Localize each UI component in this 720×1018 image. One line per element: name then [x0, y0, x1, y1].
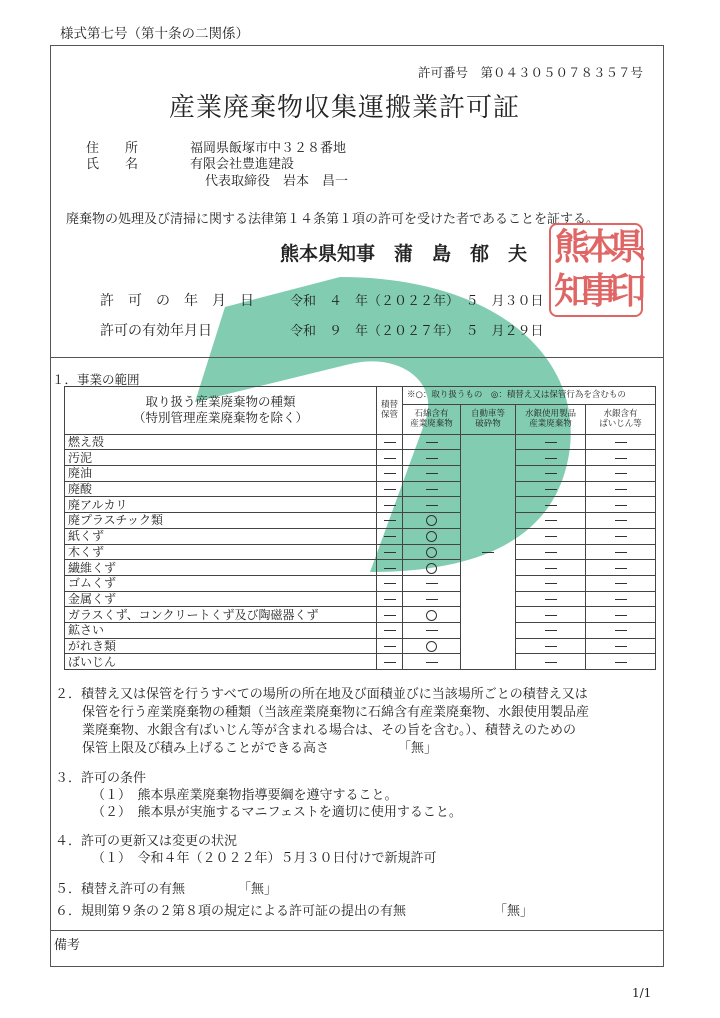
seal-char: 印: [610, 270, 647, 312]
section2-line4: 保管上限及び積み上げることができる高さ: [82, 741, 330, 756]
mercury-dust-cell: [586, 434, 656, 450]
seal-char: 本: [582, 226, 619, 268]
waste-type-name: 汚泥: [65, 450, 377, 466]
mercury-dust-cell: [586, 622, 656, 638]
seal-char: 事: [582, 270, 619, 312]
mercury-product-cell: [516, 575, 586, 591]
storage-cell: [377, 481, 403, 497]
dash-mark-icon: [426, 505, 438, 506]
asbestos-cell: [403, 607, 461, 623]
dash-mark-icon: [545, 583, 557, 584]
dash-mark-icon: [545, 536, 557, 537]
dash-mark-icon: [426, 662, 438, 663]
section3-item1: （１） 熊本県産業廃棄物指導要綱を遵守すること。: [92, 788, 398, 803]
dash-mark-icon: [426, 473, 438, 474]
storage-cell: [377, 544, 403, 560]
dash-mark-icon: [426, 583, 438, 584]
section6-label: ６．規則第９条の２第８項の規定による許可証の提出の有無: [55, 904, 407, 919]
waste-type-name: 廃酸: [65, 481, 377, 497]
waste-type-name: ばいじん: [65, 654, 377, 670]
section2-line3: 業廃棄物、水銀含有ばいじん等が含まれる場合は、その旨を含む。）、積替えのための: [82, 723, 577, 738]
dash-mark-icon: [615, 630, 627, 631]
permit-number: 許可番号 第０４３０５０７８３５７号: [418, 65, 644, 80]
table-row: [65, 450, 656, 466]
dash-mark-icon: [384, 662, 396, 663]
section4-heading: ４．許可の更新又は変更の状況: [55, 834, 238, 849]
waste-type-name: 繊維くず: [65, 560, 377, 576]
dash-mark-icon: [615, 662, 627, 663]
dash-mark-icon: [545, 646, 557, 647]
section3-item2: （２） 熊本県が実施するマニフェストを適切に使用すること。: [92, 805, 462, 820]
section4-item1: （１） 令和４年（２０２２年）５月３０日付けで新規許可: [92, 851, 437, 866]
dash-mark-icon: [426, 489, 438, 490]
storage-cell: [377, 591, 403, 607]
permit-date-label: 許 可 の 年 月 日: [100, 293, 254, 309]
circle-mark-icon: [426, 641, 437, 652]
waste-type-name: 紙くず: [65, 528, 377, 544]
mercury-dust-cell: [586, 638, 656, 654]
asbestos-cell: [403, 481, 461, 497]
mercury-product-cell: [516, 622, 586, 638]
dash-mark-icon: [384, 505, 396, 506]
table-row: [65, 466, 656, 482]
dash-mark-icon: [545, 458, 557, 459]
waste-rows: [65, 434, 656, 669]
circle-mark-icon: [426, 610, 437, 621]
dash-mark-icon: [545, 568, 557, 569]
storage-cell: [377, 497, 403, 513]
remarks-divider: [50, 930, 664, 931]
col-header-type-sub: （特別管理産業廃棄物を除く）: [132, 410, 308, 426]
table-row: [65, 591, 656, 607]
waste-type-name: 燃え殻: [65, 434, 377, 450]
circle-mark-icon: [426, 547, 437, 558]
official-seal: [549, 223, 647, 317]
mercury-dust-cell: [586, 528, 656, 544]
table-row: [65, 622, 656, 638]
dash-mark-icon: [615, 489, 627, 490]
sub-col-text: 産業廃棄物: [529, 419, 572, 430]
asbestos-cell: [403, 622, 461, 638]
storage-cell: [377, 466, 403, 482]
asbestos-cell: [403, 544, 461, 560]
dash-mark-icon: [384, 583, 396, 584]
sub-col-text: 破砕物: [475, 419, 501, 430]
address-value: 福岡県飯塚市中３２８番地: [190, 141, 347, 156]
dash-mark-icon: [545, 615, 557, 616]
storage-cell: [377, 434, 403, 450]
mercury-product-cell: [516, 497, 586, 513]
representative: 代表取締役 岩本 昌一: [205, 174, 349, 189]
waste-type-table: [64, 386, 656, 670]
dash-mark-icon: [384, 442, 396, 443]
storage-cell: [377, 528, 403, 544]
mercury-product-cell: [516, 638, 586, 654]
sub-col-text: ばいじん等: [599, 419, 642, 430]
mercury-product-cell: [516, 544, 586, 560]
seal-char: 知: [554, 270, 591, 312]
dash-mark-icon: [384, 630, 396, 631]
dash-mark-icon: [384, 646, 396, 647]
dash-mark-icon: [615, 583, 627, 584]
col-header-type-main: 取り扱う産業廃棄物の種類: [145, 394, 296, 410]
dash-mark-icon: [545, 662, 557, 663]
dash-mark-icon: [426, 599, 438, 600]
mercury-product-cell: [516, 466, 586, 482]
asbestos-cell: [403, 434, 461, 450]
waste-type-name: ゴムくず: [65, 575, 377, 591]
scope-heading: １．事業の範囲: [52, 372, 140, 387]
col-header-mercury-dust: [586, 404, 656, 434]
col-header-storage: [377, 387, 403, 435]
table-row: [65, 481, 656, 497]
asbestos-cell: [403, 513, 461, 529]
dash-mark-icon: [545, 489, 557, 490]
form-number: 様式第七号（第十条の二関係）: [60, 26, 249, 42]
mercury-product-cell: [516, 481, 586, 497]
asbestos-cell: [403, 591, 461, 607]
seal-char: 県: [610, 226, 647, 268]
section5-value: 「無」: [238, 882, 278, 897]
storage-cell: [377, 450, 403, 466]
asbestos-cell: [403, 497, 461, 513]
name-label: 氏 名: [86, 157, 139, 172]
dash-mark-icon: [426, 458, 438, 459]
mercury-product-cell: [516, 654, 586, 670]
dash-mark-icon: [384, 536, 396, 537]
dash-mark-icon: [545, 552, 557, 553]
circle-mark-icon: [426, 563, 437, 574]
dash-mark-icon: [615, 599, 627, 600]
dash-mark-icon: [545, 630, 557, 631]
dash-mark-icon: [615, 615, 627, 616]
table-row: [65, 638, 656, 654]
legend: ※○：取り扱うもの ◎：積替え又は保管行為を含むもの: [403, 387, 656, 405]
dash-mark-icon: [615, 458, 627, 459]
table-row: [65, 497, 656, 513]
dash-mark-icon: [615, 536, 627, 537]
valid-until-label: 許可の有効年月日: [100, 323, 212, 339]
col-header-storage-2: 保管: [380, 410, 398, 421]
col-header-asbestos: [403, 404, 461, 434]
name-value: 有限会社豊進建設: [190, 157, 295, 172]
col-header-storage-1: 積替: [380, 400, 398, 411]
mercury-dust-cell: [586, 481, 656, 497]
mercury-product-cell: [516, 434, 586, 450]
dash-mark-icon: [615, 552, 627, 553]
mercury-product-cell: [516, 528, 586, 544]
mercury-product-cell: [516, 450, 586, 466]
seal-char: 熊: [554, 226, 591, 268]
mercury-product-cell: [516, 513, 586, 529]
mercury-dust-cell: [586, 654, 656, 670]
asbestos-cell: [403, 528, 461, 544]
sub-col-text: 産業廃棄物: [410, 419, 453, 430]
storage-cell: [377, 622, 403, 638]
mercury-dust-cell: [586, 497, 656, 513]
auto-crush-cell: [461, 434, 516, 669]
dash-mark-icon: [384, 615, 396, 616]
mercury-dust-cell: [586, 575, 656, 591]
storage-cell: [377, 654, 403, 670]
asbestos-cell: [403, 466, 461, 482]
sub-col-text: 水銀使用製品: [524, 409, 576, 420]
dash-mark-icon: [545, 520, 557, 521]
dash-mark-icon: [384, 458, 396, 459]
dash-mark-icon: [384, 520, 396, 521]
col-header-auto-crush: [461, 404, 516, 434]
waste-type-name: 金属くず: [65, 591, 377, 607]
circle-mark-icon: [426, 531, 437, 542]
valid-until-value: 令和 ９ 年（２０２７年） ５ 月２９日: [290, 324, 544, 339]
table-row: [65, 560, 656, 576]
dash-mark-icon: [545, 442, 557, 443]
mercury-dust-cell: [586, 450, 656, 466]
waste-type-name: ガラスくず、コンクリートくず及び陶磁器くず: [65, 607, 377, 623]
mercury-product-cell: [516, 591, 586, 607]
table-row: [65, 607, 656, 623]
sub-col-text: 石綿含有: [414, 409, 449, 420]
dash-mark-icon: [384, 568, 396, 569]
asbestos-cell: [403, 638, 461, 654]
mercury-product-cell: [516, 560, 586, 576]
dash-mark-icon: [384, 473, 396, 474]
sub-col-text: 自動車等: [470, 409, 505, 420]
section5-label: ５．積替え許可の有無: [55, 882, 186, 897]
mercury-dust-cell: [586, 560, 656, 576]
waste-type-name: 鉱さい: [65, 622, 377, 638]
mercury-product-cell: [516, 607, 586, 623]
dash-mark-icon: [545, 599, 557, 600]
dash-mark-icon: [615, 505, 627, 506]
col-header-type: [65, 387, 377, 435]
dash-mark-icon: [426, 442, 438, 443]
permit-date-value: 令和 ４ 年（２０２２年） ５ 月３０日: [290, 294, 544, 309]
page-number: 1/1: [632, 986, 652, 1000]
asbestos-cell: [403, 654, 461, 670]
sub-col-text: 水銀含有: [603, 409, 638, 420]
dash-mark-icon: [384, 599, 396, 600]
asbestos-cell: [403, 450, 461, 466]
dash-mark-icon: [384, 489, 396, 490]
mercury-dust-cell: [586, 544, 656, 560]
table-row: [65, 528, 656, 544]
mercury-dust-cell: [586, 607, 656, 623]
waste-type-name: 廃アルカリ: [65, 497, 377, 513]
dash-mark-icon: [545, 505, 557, 506]
circle-mark-icon: [426, 515, 437, 526]
table-row: [65, 434, 656, 450]
certification-text: 廃棄物の処理及び清掃に関する法律第１４条第１項の許可を受けた者であることを証する。: [66, 212, 600, 227]
dash-mark-icon: [615, 646, 627, 647]
dash-mark-icon: [384, 552, 396, 553]
section2-line2: 保管を行う産業廃棄物の種類（当該産業廃棄物に石綿含有産業廃棄物、水銀使用製品産: [82, 705, 590, 720]
mercury-dust-cell: [586, 513, 656, 529]
asbestos-cell: [403, 560, 461, 576]
waste-type-name: 木くず: [65, 544, 377, 560]
section2-value: 「無」: [398, 741, 438, 756]
table-row: [65, 544, 656, 560]
waste-type-name: 廃プラスチック類: [65, 513, 377, 529]
storage-cell: [377, 638, 403, 654]
storage-cell: [377, 560, 403, 576]
mercury-dust-cell: [586, 591, 656, 607]
section6-value: 「無」: [494, 904, 534, 919]
issuer: 熊本県知事 蒲 島 郁 夫: [280, 243, 528, 265]
asbestos-cell: [403, 575, 461, 591]
storage-cell: [377, 513, 403, 529]
col-header-mercury-product: [516, 404, 586, 434]
waste-type-name: 廃油: [65, 466, 377, 482]
dash-mark-icon: [426, 630, 438, 631]
address-label: 住 所: [86, 141, 139, 156]
waste-type-name: がれき類: [65, 638, 377, 654]
mercury-dust-cell: [586, 466, 656, 482]
table-row: [65, 513, 656, 529]
page-title: 産業廃棄物収集運搬業許可証: [169, 93, 521, 123]
dash-mark-icon: [615, 442, 627, 443]
table-row: [65, 575, 656, 591]
dash-mark-icon: [615, 520, 627, 521]
table-row: [65, 654, 656, 670]
dash-mark-icon: [545, 473, 557, 474]
storage-cell: [377, 575, 403, 591]
dash-mark-icon: [615, 568, 627, 569]
remarks-label: 備考: [54, 938, 81, 953]
section2-line1: ２．積替え又は保管を行うすべての場所の所在地及び面積並びに当該場所ごとの積替え又は: [55, 687, 588, 702]
section3-heading: ３．許可の条件: [55, 771, 147, 786]
dash-mark-icon: [615, 473, 627, 474]
storage-cell: [377, 607, 403, 623]
dash-mark-icon: [482, 552, 494, 553]
